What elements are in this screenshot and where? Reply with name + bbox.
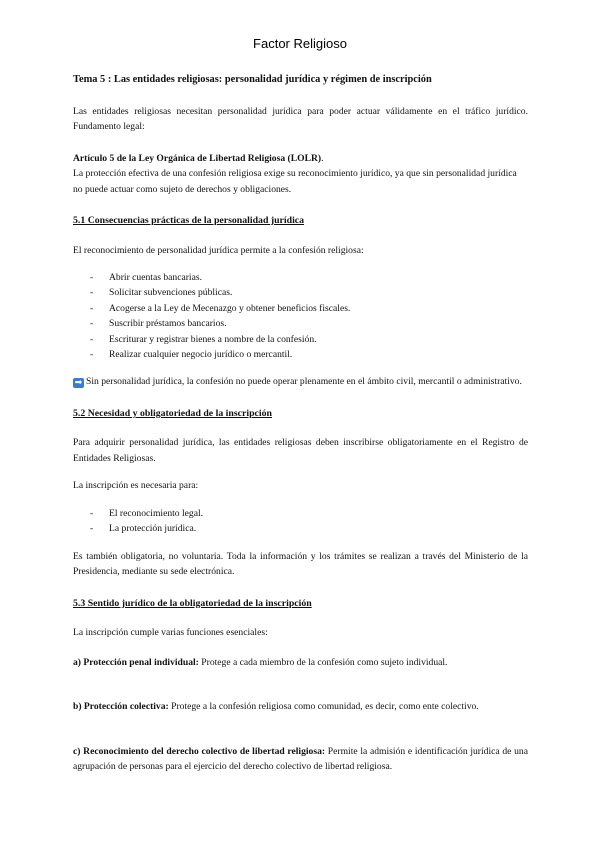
list-item: - Acogerse a la Ley de Mecenazgo y obtener beneficios fiscales. [73,301,528,316]
section-heading-5-3: 5.3 Sentido jurídico de la obligatoriedad de la inscripción [73,597,312,609]
page-header: Factor Religioso [253,36,347,51]
article-heading: Artículo 5 de la Ley Orgánica de Libertad Religiosa (LOLR) [73,152,322,164]
list-item: - El reconocimiento legal. [73,506,528,521]
function-b-label: b) Protección colectiva: [73,701,169,713]
section-heading-5-1: 5.1 Consecuencias prácticas de la personalidad jurídica [73,215,305,226]
article-heading-end: . [321,152,324,164]
function-c [73,744,528,775]
function-b [73,699,528,715]
function-a-text: Protege a cada miembro de la confesión como sujeto individual. [198,656,448,668]
list-item: - Escriturar y registrar bienes a nombre de la confesión. [73,332,528,347]
document-title: Tema 5 : Las entidades religiosas: personalidad jurídica y régimen de inscripción [73,74,432,85]
function-a-label: a) Protección penal individual: [73,656,199,668]
article-heading-line [73,151,528,167]
section-5-1-list [73,270,528,362]
section-heading-5-2: 5.2 Necesidad y obligatoriedad de la inscripción [73,407,272,419]
function-c-text: Permite la admisión e identificación jurídica de una agrupación de personas para el ejercicio del derecho colectivo de libertad religiosa. [73,745,528,773]
section-5-1-lead: El reconocimiento de personalidad jurídica permite a la confesión religiosa: [73,244,364,256]
function-a [73,655,528,671]
section-5-3-lead: La inscripción cumple varias funciones esenciales: [73,627,268,639]
section-5-1-note [73,374,528,390]
list-item: - Solicitar subvenciones públicas. [73,285,528,300]
list-item: - Suscribir préstamos bancarios. [73,316,528,331]
article-text: La protección efectiva de una confesión religiosa exige su reconocimiento jurídico, ya que sin personalidad jurídica no puede actuar como sujeto de derechos y obligaciones. [73,168,517,195]
section-5-2-paragraph-2: Es también obligatoria, no voluntaria. Toda la información y los trámites se realizan a través del Ministerio de la Presidencia, mediante su sede electrónica. [73,550,528,578]
function-c-label: c) Reconocimiento del derecho colectivo de libertad religiosa: [73,745,326,757]
section-5-2-paragraph-1: Para adquirir personalidad jurídica, las entidades religiosas deben inscribirse obligatoriamente en el Registro de Entidades Religiosas. [73,437,528,464]
list-item: - Abrir cuentas bancarias. [73,270,528,285]
note-text: Sin personalidad jurídica, la confesión no puede operar plenamente en el ámbito civil, mercantil o administrativo. [86,376,522,388]
document-body [73,72,528,775]
list-item: - Realizar cualquier negocio jurídico o mercantil. [73,347,528,362]
section-5-2-list [73,506,528,537]
intro-paragraph: Las entidades religiosas necesitan personalidad jurídica para poder actuar válidamente en el tráfico jurídico. Fundamento legal: [73,105,528,132]
function-b-text: Protege a la confesión religiosa como comunidad, es decir, como ente colectivo. [168,701,479,713]
list-item: - La protección jurídica. [73,521,528,536]
arrow-right-icon: ➡ [74,378,83,389]
section-5-2-lead: La inscripción es necesaria para: [73,480,199,492]
